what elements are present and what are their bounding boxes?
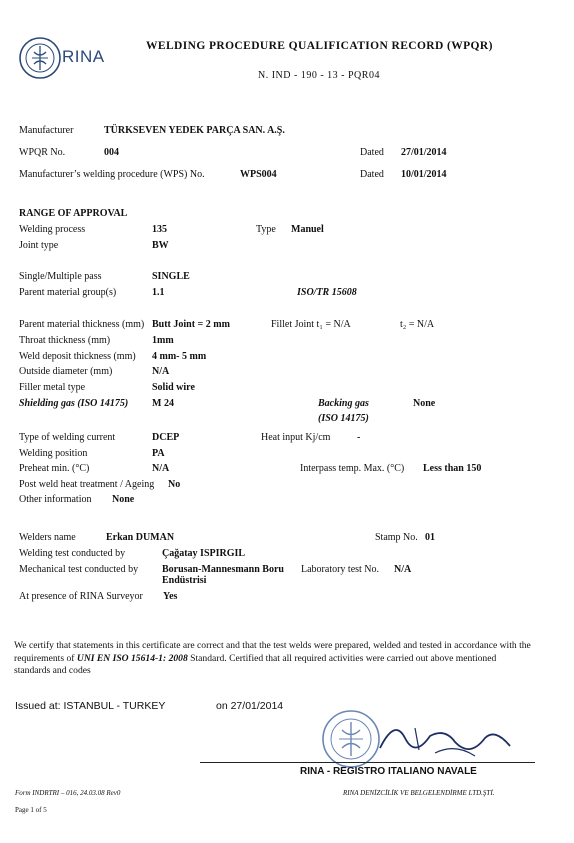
mech-test-label: Mechanical test conducted by: [19, 564, 139, 575]
pass-label: Single/Multiple pass: [19, 271, 102, 282]
rina-seal-icon: [18, 36, 62, 80]
other-info-value: None: [112, 494, 135, 505]
thickness-label: Parent material thickness (mm): [19, 319, 145, 330]
filler-label: Filler metal type: [19, 382, 86, 393]
throat-label: Throat thickness (mm): [19, 335, 111, 346]
joint-type-value: BW: [152, 240, 169, 251]
shielding-gas-label: Shielding gas (ISO 14175): [19, 398, 129, 409]
backing-gas-standard: (ISO 14175): [318, 413, 369, 424]
logo-text: RINA: [62, 47, 105, 66]
position-label: Welding position: [19, 448, 88, 459]
lab-test-value: N/A: [394, 564, 412, 575]
parent-group-standard: ISO/TR 15608: [297, 287, 357, 298]
weld-deposit-label: Weld deposit thickness (mm): [19, 351, 136, 362]
heat-input-value: -: [357, 432, 361, 443]
certification-standard: UNI EN ISO 15614-1: 2008: [76, 652, 188, 664]
pwht-label: Post weld heat treatment / Ageing: [19, 479, 155, 490]
interpass-label: Interpass temp. Max. (°C): [300, 463, 405, 474]
test-conducted-value: Çağatay ISPIRGIL: [162, 548, 246, 559]
manufacturer-label: Manufacturer: [19, 125, 74, 136]
signature-block: RINA - REGISTRO ITALIANO NAVALE: [300, 766, 477, 777]
parent-group-label: Parent material group(s): [19, 287, 117, 298]
wpqr-value: 004: [104, 147, 119, 158]
shielding-gas-value: M 24: [152, 398, 174, 409]
heat-input-label: Heat input Kj/cm: [261, 432, 331, 443]
interpass-value: Less than 150: [423, 463, 482, 474]
mech-test-value-line2: Endüstrisi: [162, 575, 207, 586]
backing-gas-value: None: [413, 398, 436, 409]
company-line: RINA DENİZCİLİK VE BELGELENDİRME LTD.ŞTİ.: [343, 789, 495, 797]
stamp-label: Stamp No.: [375, 532, 418, 543]
wps-date: 10/01/2014: [401, 169, 447, 180]
surveyor-value: Yes: [163, 591, 178, 602]
preheat-value: N/A: [152, 463, 170, 474]
pwht-value: No: [168, 479, 181, 490]
welding-process-label: Welding process: [19, 224, 86, 235]
rina-logo: [18, 36, 108, 78]
lab-test-label: Laboratory test No.: [301, 564, 380, 575]
type-value: Manuel: [291, 224, 324, 235]
signature-line: [200, 762, 535, 763]
form-reference: Form INDRTRI – 016, 24.03.08 Rev0: [15, 789, 121, 797]
welder-label: Welders name: [19, 532, 76, 543]
fillet-joint-value: Fillet Joint t₁ = N/A: [271, 319, 351, 330]
wps-label: Manufacturer’s welding procedure (WPS) No.: [19, 169, 205, 180]
certification-statement: [14, 640, 534, 678]
wps-dated-label: Dated: [360, 169, 384, 180]
manufacturer-value: TÜRKSEVEN YEDEK PARÇA SAN. A.Ş.: [104, 125, 285, 136]
rina-stamp: [320, 708, 520, 768]
weld-deposit-value: 4 mm- 5 mm: [152, 351, 207, 362]
wpqr-dated-label: Dated: [360, 147, 384, 158]
wpqr-date: 27/01/2014: [401, 147, 447, 158]
butt-joint-value: Butt Joint = 2 mm: [152, 319, 230, 330]
filler-value: Solid wire: [152, 382, 195, 393]
t2-value: t₂ = N/A: [400, 319, 435, 330]
range-heading: RANGE OF APPROVAL: [19, 208, 128, 219]
issued-on: on 27/01/2014: [216, 700, 284, 712]
mech-test-value-line1: Borusan-Mannesmann Boru: [162, 564, 284, 575]
welder-value: Erkan DUMAN: [106, 532, 175, 543]
certification-text-2: Standard. Certified that all required activities were carried out above mentioned standards and codes: [14, 652, 497, 676]
welding-process-value: 135: [152, 224, 167, 235]
document-reference: N. IND - 190 - 13 - PQR04: [258, 70, 380, 81]
rina-stamp-seal-icon: [320, 708, 382, 770]
current-label: Type of welding current: [19, 432, 116, 443]
surveyor-label: At presence of RINA Surveyor: [19, 591, 143, 602]
signature-icon: [375, 708, 525, 768]
type-label: Type: [256, 224, 276, 235]
test-conducted-label: Welding test conducted by: [19, 548, 126, 559]
certification-text-1: We certify that statements in this certificate are correct and that the test welds were prepared, welded and tested in accordance with the requirements of: [14, 640, 531, 664]
stamp-value: 01: [425, 532, 435, 543]
page-number: Page 1 of 5: [15, 806, 47, 814]
document-title: WELDING PROCEDURE QUALIFICATION RECORD (WPQR): [146, 40, 493, 52]
outside-diameter-value: N/A: [152, 366, 170, 377]
position-value: PA: [152, 448, 165, 459]
parent-group-value: 1.1: [152, 287, 165, 298]
preheat-label: Preheat min. (°C): [19, 463, 90, 474]
joint-type-label: Joint type: [19, 240, 59, 251]
backing-gas-label: Backing gas: [318, 398, 369, 409]
outside-diameter-label: Outside diameter (mm): [19, 366, 113, 377]
other-info-label: Other information: [19, 494, 92, 505]
throat-value: 1mm: [152, 335, 174, 346]
wpqr-label: WPQR No.: [19, 147, 66, 158]
issued-at: Issued at: ISTANBUL - TURKEY: [15, 700, 166, 712]
pass-value: SINGLE: [152, 271, 190, 282]
wps-value: WPS004: [240, 169, 277, 180]
current-value: DCEP: [152, 432, 180, 443]
